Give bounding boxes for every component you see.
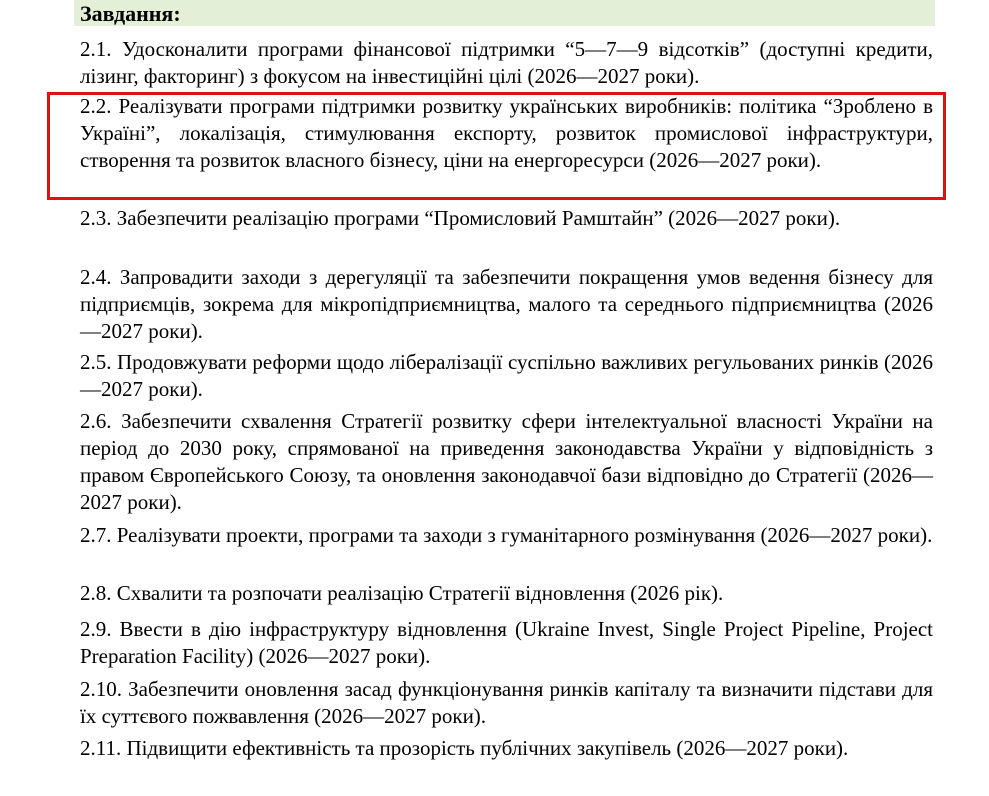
- task-item-2-4: [80, 264, 933, 345]
- task-number: 2.3.: [80, 206, 112, 230]
- task-text: Запровадити заходи з дерегуляції та забезпечити покращення умов ведення бізнесу для підприємців, зокрема для мікропідприємництва, малого та середнього підприємництва (2026—2027 роки).: [80, 265, 933, 343]
- task-number: 2.1.: [80, 37, 112, 61]
- task-number: 2.6.: [80, 409, 112, 433]
- task-item-2-5: [80, 349, 933, 403]
- task-text: Удосконалити програми фінансової підтримки “5—7—9 відсотків” (доступні кредити, лізинг, факторинг) з фокусом на інвестиційні цілі (2026—2027 роки).: [80, 37, 934, 88]
- section-header: [74, 0, 935, 26]
- task-item-2-6: [80, 408, 933, 516]
- task-number: 2.10.: [80, 677, 122, 701]
- task-item-2-8: [80, 580, 933, 607]
- task-number: 2.2.: [80, 94, 112, 118]
- task-text: Ввести в дію інфраструктуру відновлення (Ukraine Invest, Single Project Pipeline, Project Preparation Facility) (2026—2027 роки).: [80, 617, 934, 668]
- task-text: Схвалити та розпочати реалізацію Стратегії відновлення (2026 рік).: [116, 581, 724, 605]
- task-number: 2.5.: [80, 350, 112, 374]
- task-item-2-10: [80, 676, 933, 730]
- task-text: Продовжувати реформи щодо лібералізації суспільно важливих регульованих ринків (2026—2027 роки).: [80, 350, 933, 401]
- task-item-2-9: [80, 616, 933, 670]
- task-item-2-1: [80, 36, 933, 90]
- task-item-2-11: [80, 735, 933, 762]
- task-text: Забезпечити реалізацію програми “Промисловий Рамштайн” (2026—2027 роки).: [116, 206, 841, 230]
- task-item-2-7: [80, 522, 933, 549]
- task-text: Реалізувати проекти, програми та заходи з гуманітарного розмінування (2026—2027 роки).: [116, 523, 933, 547]
- task-number: 2.9.: [80, 617, 112, 641]
- task-number: 2.4.: [80, 265, 112, 289]
- task-text: Реалізувати програми підтримки розвитку українських виробників: політика “Зроблено в Україні”, локалізація, стимулювання експорту, розвиток промислової інфраструктури, створення та розвиток власного бізнесу, ціни на енергоресурси (2026—2027 роки).: [80, 94, 933, 172]
- task-text: Забезпечити схвалення Стратегії розвитку сфери інтелектуальної власності України на період до 2030 року, спрямованої на приведення законодавства України у відповідність з правом Європейського Союзу, та оновлення законодавчої бази відповідно до Стратегії (2026—2027 роки).: [80, 409, 933, 514]
- task-number: 2.8.: [80, 581, 112, 605]
- task-text: Підвищити ефективність та прозорість публічних закупівель (2026—2027 роки).: [126, 736, 849, 760]
- task-number: 2.11.: [80, 736, 122, 760]
- section-title: Завдання:: [80, 1, 181, 26]
- task-text: Забезпечити оновлення засад функціонування ринків капіталу та визначити підстави для їх суттєвого пожвавлення (2026—2027 роки).: [80, 677, 933, 728]
- task-item-2-3: [80, 205, 933, 232]
- task-number: 2.7.: [80, 523, 112, 547]
- highlight-box: [47, 92, 946, 200]
